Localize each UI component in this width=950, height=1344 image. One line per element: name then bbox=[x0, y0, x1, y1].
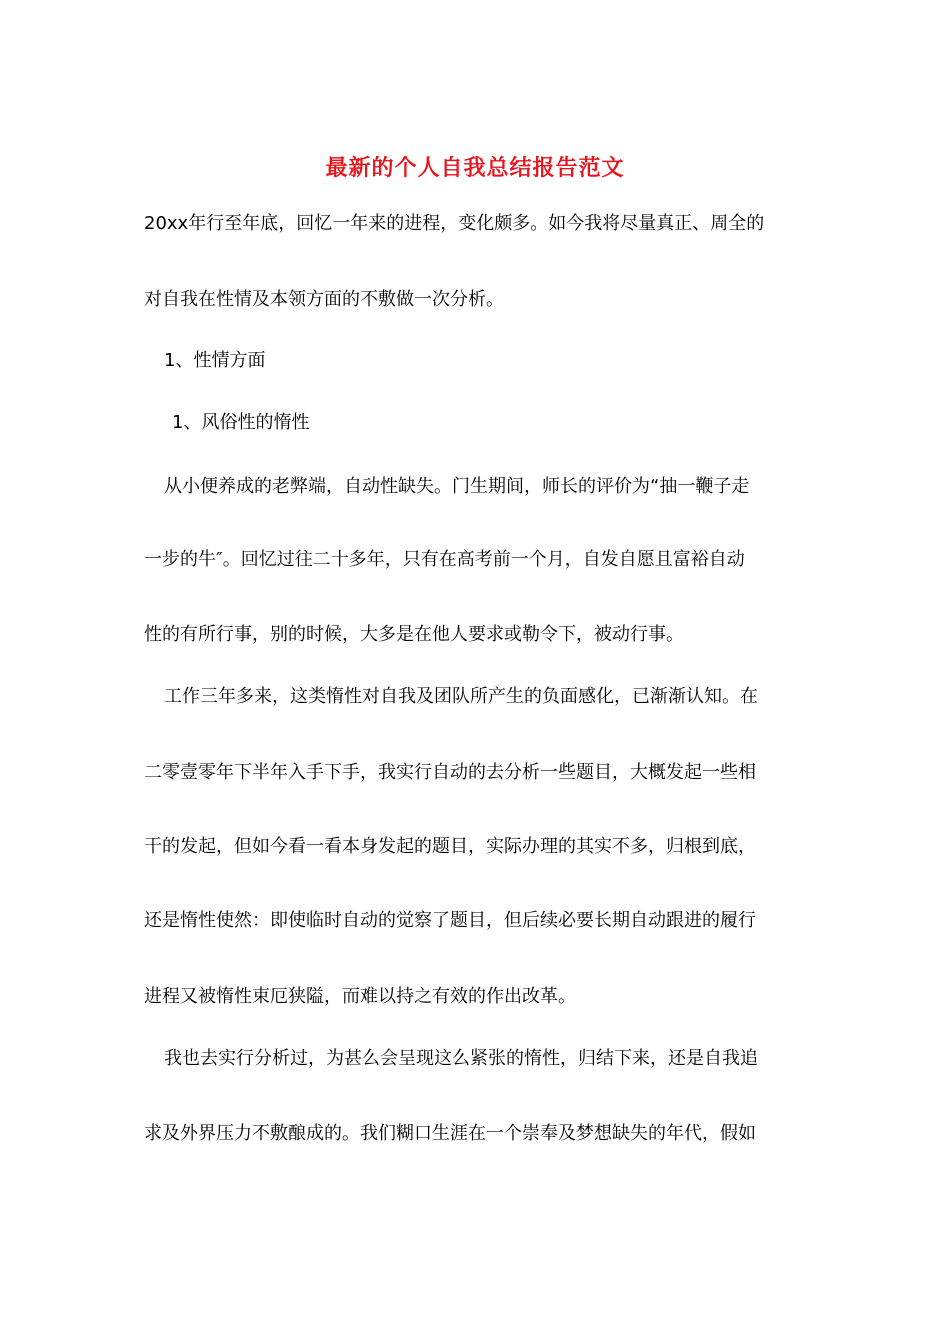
paragraph-line: 从小便养成的老弊端，自动性缺失。门生期间，师长的评价为“抽一鞭子走 bbox=[164, 476, 750, 497]
subsection-heading: 1、风俗性的惰性 bbox=[172, 412, 310, 433]
paragraph-line: 我也去实行分析过，为甚么会呈现这么紧张的惰性，归结下来，还是自我追 bbox=[164, 1048, 758, 1069]
paragraph-line: 对自我在性情及本领方面的不敷做一次分析。 bbox=[144, 289, 504, 310]
paragraph-line: 20xx年行至年底，回忆一年来的进程，变化颇多。如今我将尽量真正、周全的 bbox=[144, 213, 765, 234]
paragraph-line: 干的发起，但如今看一看本身发起的题目，实际办理的其实不多，归根到底， bbox=[144, 836, 756, 857]
paragraph-line: 性的有所行事，别的时候，大多是在他人要求或勒令下，被动行事。 bbox=[144, 624, 684, 645]
paragraph-line: 二零壹零年下半年入手下手，我实行自动的去分析一些题目，大概发起一些相 bbox=[144, 762, 756, 783]
paragraph-line: 还是惰性使然：即使临时自动的觉察了题目，但后续必要长期自动跟进的履行 bbox=[144, 910, 756, 931]
paragraph-line: 一步的牛″。回忆过往二十多年，只有在高考前一个月，自发自愿且富裕自动 bbox=[144, 549, 745, 570]
section-heading: 1、性情方面 bbox=[164, 350, 266, 371]
paragraph-line: 工作三年多来，这类惰性对自我及团队所产生的负面感化，已渐渐认知。在 bbox=[164, 686, 758, 707]
paragraph-line: 进程又被惰性束厄狭隘，而难以持之有效的作出改革。 bbox=[144, 986, 576, 1007]
document-title: 最新的个人自我总结报告范文 bbox=[325, 155, 625, 181]
paragraph-line: 求及外界压力不敷酿成的。我们糊口生涯在一个崇奉及梦想缺失的年代，假如 bbox=[144, 1123, 756, 1144]
